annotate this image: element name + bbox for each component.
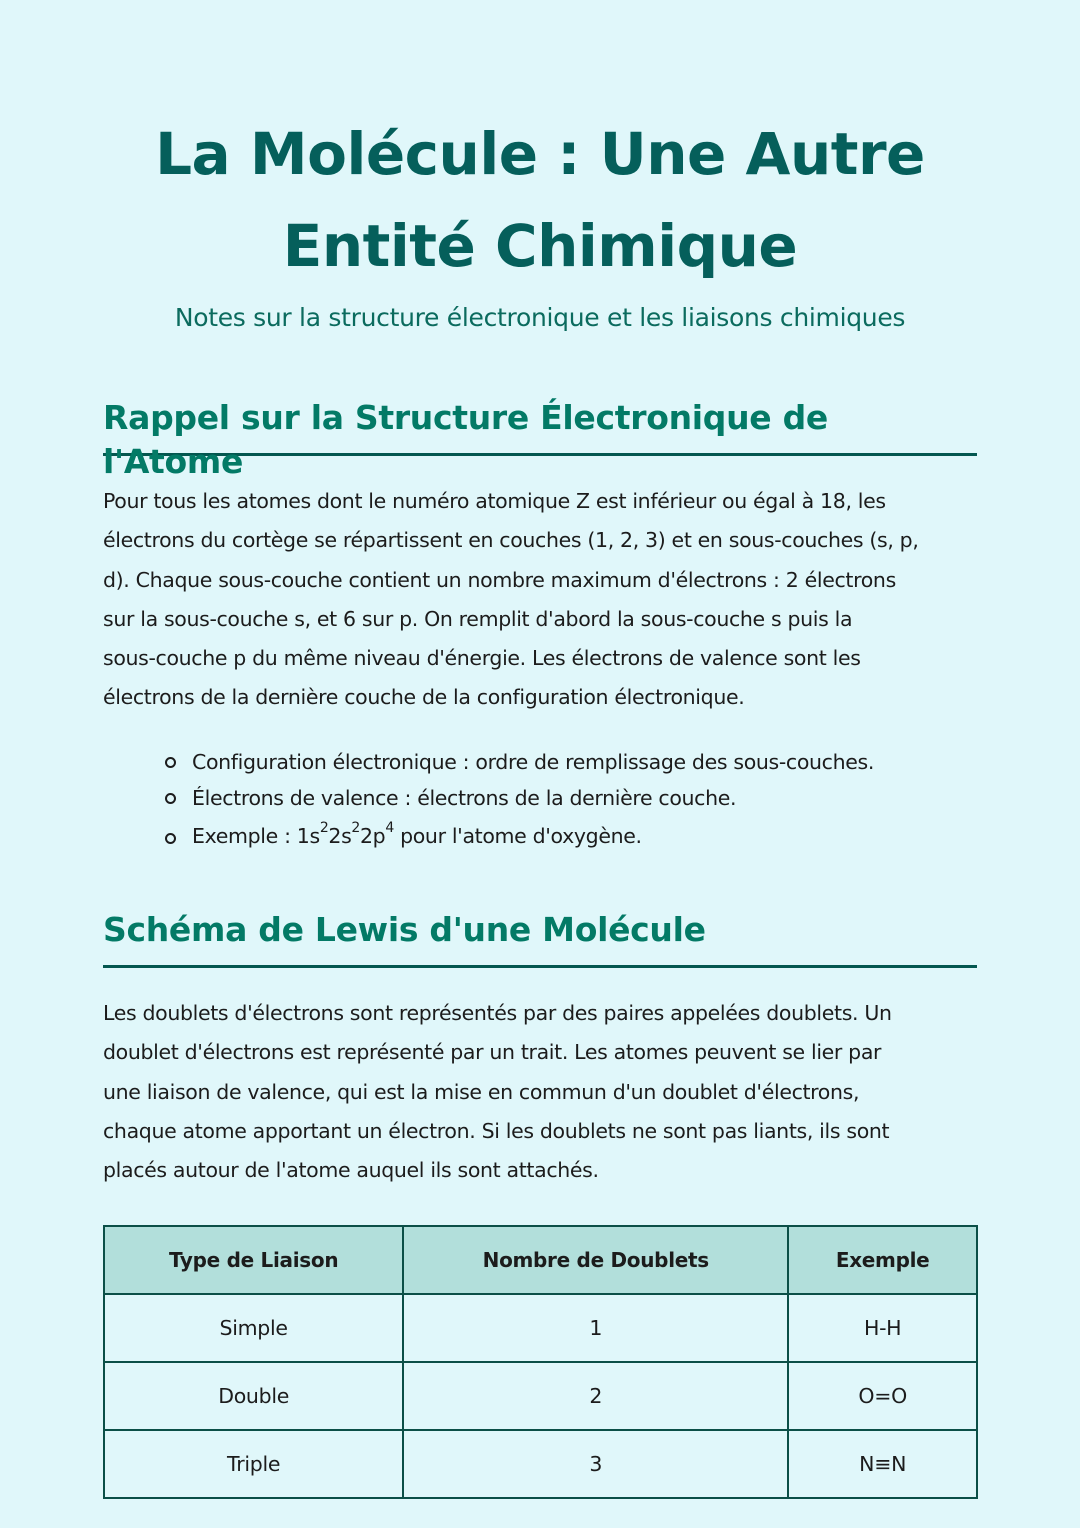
cell-example: N≡N	[788, 1430, 977, 1498]
list-item	[165, 780, 874, 816]
electron-config-exponent: 4	[385, 820, 394, 837]
list-item	[165, 816, 874, 854]
electron-config-base: 2s	[328, 824, 352, 848]
bond-types-table	[103, 1225, 978, 1499]
column-header-bond-type: Type de Liaison	[104, 1226, 403, 1294]
paragraph-line: Pour tous les atomes dont le numéro atomique Z est inférieur ou égal à 18, les	[103, 489, 886, 513]
list-item-text: Électrons de valence : électrons de la dernière couche.	[192, 786, 737, 810]
paragraph-atomic-structure	[103, 482, 983, 718]
paragraph-line: sur la sous-couche s, et 6 sur p. On remplit d'abord la sous-couche s puis la	[103, 606, 853, 631]
electron-config-base: 2p	[359, 824, 386, 848]
section-heading-lewis-scheme: Schéma de Lewis d'une Molécule	[103, 908, 977, 968]
page-title	[0, 108, 1080, 292]
paragraph-line: une liaison de valence, qui est la mise en commun d'un doublet d'électrons,	[103, 1079, 860, 1104]
cell-example: H-H	[788, 1294, 977, 1362]
paragraph-line: électrons du cortège se répartissent en couches (1, 2, 3) et en sous-couches (s, p,	[103, 528, 919, 553]
hollow-circle-bullet-icon	[165, 833, 176, 844]
table-header-row	[104, 1226, 977, 1294]
list-item	[165, 744, 874, 780]
cell-doublet-count: 3	[403, 1430, 788, 1498]
paragraph-line: d). Chaque sous-couche contient un nombre maximum d'électrons : 2 électrons	[103, 567, 896, 592]
paragraph-line: doublet d'électrons est représenté par un trait. Les atomes peuvent se lier par	[103, 1040, 882, 1065]
hollow-circle-bullet-icon	[165, 793, 176, 804]
cell-doublet-count: 2	[403, 1362, 788, 1430]
list-item-text: Configuration électronique : ordre de remplissage des sous-couches.	[192, 750, 874, 774]
table-row	[104, 1362, 977, 1430]
paragraph-line: électrons de la dernière couche de la configuration électronique.	[103, 685, 745, 710]
table-row	[104, 1430, 977, 1498]
hollow-circle-bullet-icon	[165, 757, 176, 768]
electron-config-exponent: 2	[319, 820, 329, 837]
page-subtitle: Notes sur la structure électronique et les liaisons chimiques	[174, 303, 906, 332]
column-header-example: Exemple	[788, 1226, 977, 1294]
paragraph-lewis-scheme	[103, 994, 983, 1190]
column-header-doublet-count: Nombre de Doublets	[403, 1226, 788, 1294]
electron-config-base: 1s	[296, 824, 320, 848]
example-prefix: Exemple :	[192, 824, 297, 848]
cell-doublet-count: 1	[403, 1294, 788, 1362]
section-heading-atomic-structure: Rappel sur la Structure Électronique de l'Atome	[103, 396, 977, 456]
paragraph-line: sous-couche p du même niveau d'énergie. Les électrons de valence sont les	[103, 646, 861, 671]
title-line-2: Entité Chimique	[282, 212, 798, 280]
paragraph-line: chaque atome apportant un électron. Si les doublets ne sont pas liants, ils sont	[103, 1118, 890, 1143]
bullet-list-key-points	[165, 744, 874, 854]
paragraph-line: Les doublets d'électrons sont représentés par des paires appelées doublets. Un	[103, 1001, 892, 1025]
electron-config-exponent: 2	[351, 820, 360, 837]
cell-example: O=O	[788, 1362, 977, 1430]
cell-bond-type: Double	[104, 1362, 403, 1430]
title-line-1: La Molécule : Une Autre	[155, 120, 925, 188]
table-row	[104, 1294, 977, 1362]
paragraph-line: placés autour de l'atome auquel ils sont attachés.	[103, 1158, 599, 1183]
cell-bond-type: Simple	[104, 1294, 403, 1362]
cell-bond-type: Triple	[104, 1430, 403, 1498]
example-suffix: pour l'atome d'oxygène.	[393, 824, 642, 848]
